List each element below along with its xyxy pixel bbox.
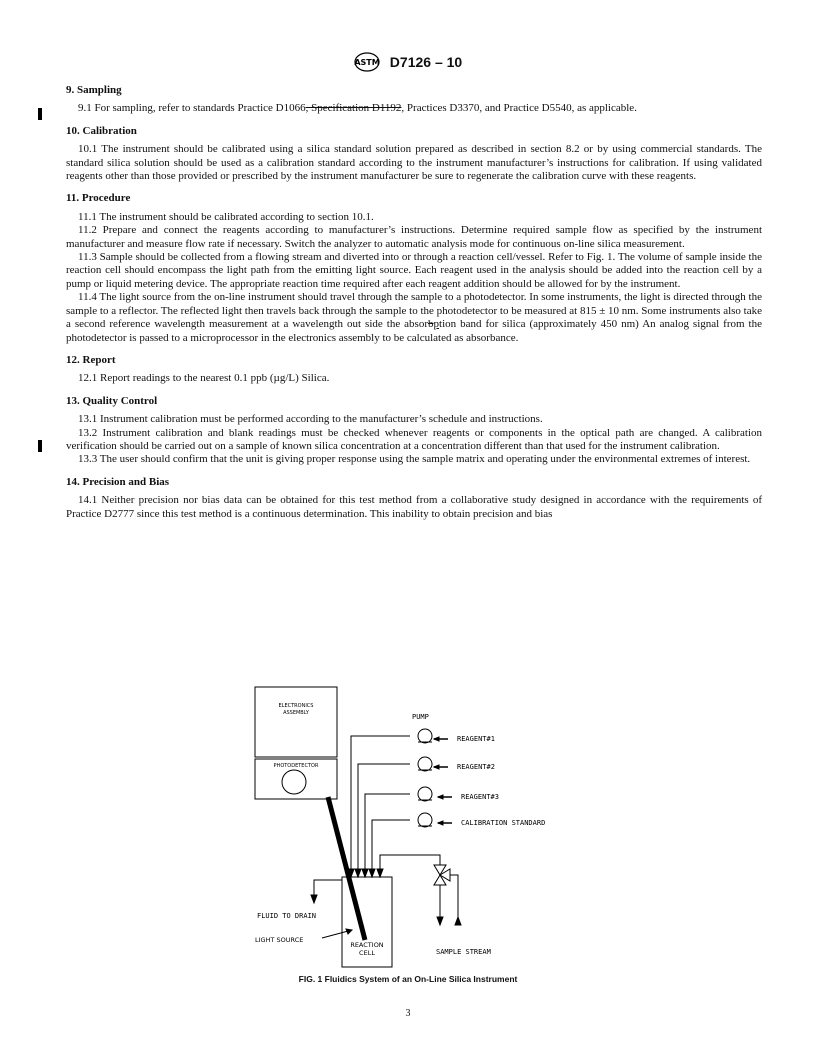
electronics-assembly-box (255, 687, 337, 757)
drain-line (311, 880, 342, 903)
section-procedure (66, 192, 762, 344)
arrowhead (355, 869, 361, 877)
section-title: 10. Calibration (66, 124, 137, 137)
calibration-label: CALIBRATION STANDARD (461, 819, 546, 827)
photodetector-circle (282, 770, 306, 794)
paragraph: 11.3 Sample should be collected from a flowing stream and diverted into or through a reaction cell/vessel. Refer to Fig. 1. The volume of sample inside the reaction cell should encompass the light path from the emitting light source. Each reagent used in the analysis should be added into the reaction cell by a pump or liquid metering device. The appropriate reaction time required after each reagent addition should be allowed for by the instrument. (66, 251, 762, 290)
reaction-cell-label-1: REACTION (350, 941, 384, 949)
paragraph: 13.1 Instrument calibration must be performed according to the manufacturer’s schedule and instructions. (78, 413, 543, 426)
section-title: 11. Procedure (66, 192, 131, 205)
section-title: 12. Report (66, 353, 116, 366)
reagent3-label: REAGENT#3 (461, 793, 499, 801)
deleted-text: , Specification D1192 (305, 102, 402, 115)
light-source-label: LIGHT SOURCE (255, 936, 304, 944)
paragraph: 11.1 The instrument should be calibrated according to section 10.1. (78, 210, 374, 223)
section-title: 13. Quality Control (66, 394, 158, 407)
section-quality-control (66, 395, 762, 467)
page-number: 3 (405, 1008, 411, 1019)
fluidics-diagram (250, 685, 590, 975)
text-run: , Practices D3370, and Practice D5540, as applicable. (401, 102, 637, 115)
light-source-pointer (322, 929, 352, 938)
section-report (66, 354, 762, 386)
section-sampling (66, 84, 762, 116)
electronics-label-1: ELECTRONICS (278, 703, 314, 709)
inserted-text: p (433, 318, 440, 331)
figure-caption: FIG. 1 Fluidics System of an On-Line Silica Instrument (298, 974, 518, 984)
photodetector-label: PHOTODETECTOR (273, 763, 319, 769)
page-header (0, 52, 816, 72)
section-calibration (66, 125, 762, 184)
paragraph: 11.2 Prepare and connect the reagents according to manufacturer’s instructions. Determine required sample flow as specified by the instrument manufacturer and measure flow rate if necessary. Switch the analyzer to automatic analysis mode for continuous on-line silica measurement. (66, 224, 762, 250)
paragraph (66, 291, 762, 345)
electronics-label-2: ASSEMBLY (283, 710, 309, 716)
arrowhead (362, 869, 368, 877)
sample-stream-label: SAMPLE STREAM (436, 948, 491, 956)
section-precision-bias (66, 476, 762, 521)
astm-logo-icon (354, 52, 380, 72)
paragraph: 12.1 Report readings to the nearest 0.1 ppb (µg/L) Silica. (78, 372, 330, 385)
reaction-cell-label-2: CELL (359, 949, 375, 957)
text-run: 11.4 The light source from the on-line instrument should travel through the sample to a photodetector. In some instruments, the light is directed through the sample to a reflector. The reflected light then travels back through the sample to the photodetector to be measured at 815 ± 10 nm. Some instruments also take a second reference wavelength measurement at a wavelength out side the absor (66, 291, 762, 331)
fluid-drain-label: FLUID TO DRAIN (257, 912, 317, 920)
change-bar (38, 108, 42, 120)
svg-text:ASTM: ASTM (354, 58, 380, 67)
document-id: D7126 – 10 (389, 54, 463, 70)
pump-label: PUMP (412, 713, 429, 721)
change-bar (38, 440, 42, 452)
arrowhead (369, 869, 375, 877)
section-title: 9. Sampling (66, 84, 122, 96)
paragraph: 13.3 The user should confirm that the unit is giving proper response using the sample matrix and operating under the environmental extremes of interest. (78, 453, 751, 466)
document-body (66, 84, 762, 530)
sample-inlet-line (377, 855, 461, 925)
text-run: tion band for silica (approximately 450 nm) An analog signal from the photodetector is passed to a microprocessor in the electronics assembly to be calculated as absorbance. (66, 318, 762, 344)
reagent3-line (365, 787, 452, 877)
reagent1-label: REAGENT#1 (457, 735, 495, 743)
text-run: 9.1 For sampling, refer to standards Practice D1066 (78, 102, 306, 115)
section-title: 14. Precision and Bias (66, 475, 170, 488)
paragraph (66, 102, 762, 115)
paragraph: 10.1 The instrument should be calibrated using a silica standard solution prepared as described in section 8.2 or by using commercial standards. The standard silica solution should be used as a calibration standard according to the instrument manufacturer’s instructions for calibration. If using validated reagents other than those provided or prescribed by the instrument manufacturer be sure to regenerate the calibration curve with these reagents. (66, 143, 762, 183)
paragraph: 13.2 Instrument calibration and blank readings must be checked whenever reagents or components in the optical path are changed. A calibration verification should be carried out on a sample of known silica concentration at a concentration different than that used for the instrument calibration. (66, 426, 762, 452)
paragraph: 14.1 Neither precision nor bias data can be obtained for this test method from a collaborative study designed in accordance with the requirements of Practice D2777 since this test method is a continuous determination. This inability to obtain precision and bias (66, 494, 762, 520)
reagent2-label: REAGENT#2 (457, 763, 495, 771)
deleted-text: b (428, 318, 434, 331)
